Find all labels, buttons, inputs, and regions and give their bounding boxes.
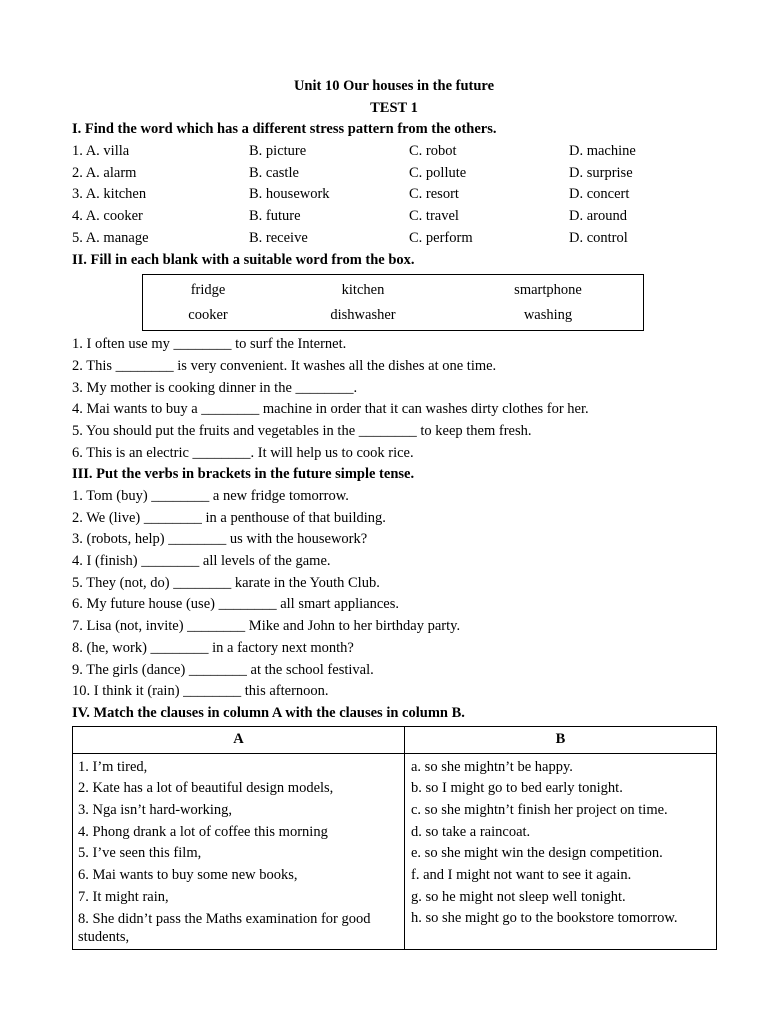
option-a: 4. A. cooker	[72, 208, 143, 225]
clause-b-item: e. so she might win the design competition.	[411, 845, 663, 862]
verb-tense-item: 7. Lisa (not, invite) ________ Mike and John to her birthday party.	[72, 618, 461, 635]
verb-tense-item: 1. Tom (buy) ________ a new fridge tomorrow.	[72, 488, 349, 504]
section-2-heading: II. Fill in each blank with a suitable word from the box.	[72, 251, 415, 268]
option-b: B. future	[249, 208, 301, 225]
option-c: C. pollute	[409, 164, 467, 181]
fill-blank-item: 3. My mother is cooking dinner in the ________.	[72, 379, 358, 396]
stress-question-row	[72, 206, 716, 228]
verb-tense-list	[72, 486, 716, 703]
clause-a-item: 3. Nga isn’t hard-working,	[78, 801, 232, 818]
word-box-row	[143, 303, 643, 328]
stress-question-row	[72, 184, 716, 206]
fill-blank-item: 1. I often use my ________ to surf the Internet.	[72, 336, 347, 353]
option-b: B. receive	[249, 229, 308, 246]
verb-tense-item: 3. (robots, help) ________ us with the housework?	[72, 531, 368, 548]
fill-blank-item: 4. Mai wants to buy a ________ machine in order that it can washes dirty clothes for her.	[72, 401, 589, 418]
option-d: D. surprise	[569, 164, 633, 181]
matching-table-header	[73, 726, 717, 753]
option-d: D. machine	[569, 143, 636, 160]
clause-a-item: 4. Phong drank a lot of coffee this morning	[78, 823, 328, 840]
clause-a-item: 2. Kate has a lot of beautiful design models,	[78, 780, 334, 797]
option-a: 2. A. alarm	[72, 164, 137, 181]
option-a: 1. A. villa	[72, 143, 130, 160]
option-b: B. housework	[249, 186, 330, 203]
option-a: 5. A. manage	[72, 229, 149, 246]
clause-b-item: a. so she mightn’t be happy.	[411, 758, 573, 775]
word-box-row	[143, 278, 643, 303]
verb-tense-item: 9. The girls (dance) ________ at the school festival.	[72, 661, 374, 678]
verb-tense-item: 8. (he, work) ________ in a factory next month?	[72, 639, 354, 656]
option-c: C. robot	[409, 143, 457, 160]
column-a-header: A	[73, 726, 405, 753]
word-box	[142, 274, 644, 331]
clause-a-item: 8. She didn’t pass the Maths examination for good students,	[78, 911, 371, 946]
option-d: D. around	[569, 208, 627, 225]
clause-b-item: g. so he might not sleep well tonight.	[411, 888, 626, 905]
verb-tense-item: 10. I think it (rain) ________ this afternoon.	[72, 683, 329, 700]
stress-question-row	[72, 141, 716, 163]
word-box-word: dishwasher	[330, 306, 396, 323]
option-b: B. castle	[249, 164, 299, 181]
matching-table-body	[73, 753, 717, 950]
clause-a-item: 1. I’m tired,	[78, 758, 148, 775]
clause-b-item: c. so she mightn’t finish her project on time.	[411, 801, 668, 818]
word-box-word: cooker	[188, 306, 228, 323]
stress-question-row	[72, 228, 716, 250]
matching-table	[72, 726, 717, 951]
fill-blank-item: 6. This is an electric ________. It will help us to cook rice.	[72, 444, 414, 461]
option-c: C. resort	[409, 186, 459, 203]
worksheet	[72, 76, 716, 950]
word-box-word: kitchen	[341, 282, 385, 299]
verb-tense-item: 4. I (finish) ________ all levels of the game.	[72, 553, 331, 570]
fill-blank-item: 2. This ________ is very convenient. It washes all the dishes at one time.	[72, 357, 497, 374]
option-b: B. picture	[249, 143, 307, 160]
clause-a-item: 6. Mai wants to buy some new books,	[78, 867, 298, 884]
fill-blank-list	[72, 334, 716, 464]
page-title: Unit 10 Our houses in the future	[293, 78, 495, 94]
section-3-heading: III. Put the verbs in brackets in the future simple tense.	[72, 466, 415, 483]
column-b	[405, 753, 717, 950]
clause-b-item: f. and I might not want to see it again.	[411, 867, 632, 884]
clause-b-item: h. so she might go to the bookstore tomorrow.	[411, 910, 678, 927]
section-4-heading: IV. Match the clauses in column A with the clauses in column B.	[72, 704, 465, 721]
clause-a-item: 7. It might rain,	[78, 888, 169, 905]
stress-question-list	[72, 141, 716, 249]
clause-b-item: b. so I might go to bed early tonight.	[411, 780, 623, 797]
option-c: C. perform	[409, 229, 473, 246]
fill-blank-item: 5. You should put the fruits and vegetables in the ________ to keep them fresh.	[72, 422, 532, 439]
stress-question-row	[72, 163, 716, 185]
clause-a-item: 5. I’ve seen this film,	[78, 845, 202, 862]
verb-tense-item: 6. My future house (use) ________ all smart appliances.	[72, 596, 399, 613]
verb-tense-item: 5. They (not, do) ________ karate in the Youth Club.	[72, 574, 380, 591]
word-box-word: washing	[523, 306, 573, 323]
option-c: C. travel	[409, 208, 459, 225]
word-box-word: fridge	[190, 282, 226, 299]
option-d: D. concert	[569, 186, 630, 203]
word-box-word: smartphone	[514, 282, 582, 299]
option-a: 3. A. kitchen	[72, 186, 147, 203]
option-d: D. control	[569, 229, 628, 246]
clause-b-item: d. so take a raincoat.	[411, 823, 531, 840]
section-1-heading: I. Find the word which has a different stress pattern from the others.	[72, 121, 497, 138]
test-label: TEST 1	[370, 99, 418, 116]
verb-tense-item: 2. We (live) ________ in a penthouse of that building.	[72, 509, 386, 526]
column-a	[73, 753, 405, 950]
column-b-header: B	[405, 726, 717, 753]
